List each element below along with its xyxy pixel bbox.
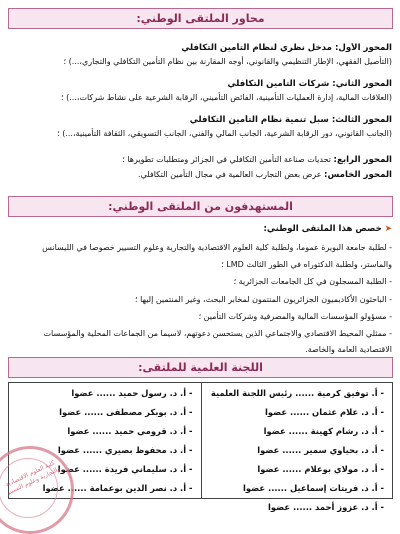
target-item: الاقتصادية العامة والخاصة. [305, 345, 392, 354]
target-item: والماستر، ولطلبة الدكتوراه في الطور الثالث LMD ؛ [221, 260, 392, 269]
committee-right-column [201, 383, 393, 512]
axis2-title: المحور الثاني: شركات التأمين التكافلي [227, 79, 392, 89]
committee-member: - أ. د. سليماني فريدة ...... عضوا [57, 463, 193, 474]
official-stamp-text: كلية العلوم الاقتصادية والتجارية وعلوم التسيير [4, 459, 62, 497]
committee-member: - أ. د. عزوز أحمد ...... عضوا [267, 501, 384, 512]
axis4-label: المحور الرابع: [333, 155, 392, 165]
target-item: - مسؤولو المؤسسات المالية والمصرفية وشركات التأمين ؛ [198, 312, 392, 321]
targets-intro-line [12, 224, 392, 235]
arrow-bullet-icon: ➤ [384, 224, 392, 234]
axis2-text: (العلاقات المالية، إدارة العمليات التأمينية، الفائض التأميني، الرقابة الشرعية على نشاط شركات،...) ؛ [61, 93, 392, 102]
target-item: - الباحثون الأكاديميون الجزائريون المنتمون لمخابر البحث، وغير المنتمين إليها ؛ [135, 295, 392, 304]
committee-member: - أ. د. نصر الدين بوعمامة ...... عضوا [42, 482, 193, 493]
target-item: - ممثلي المحيط الاقتصادي والاجتماعي الذين يستحسن دعوتهم، لاسيما من الجماعات المحلية والمؤسسات [43, 329, 392, 338]
axis4-line [12, 154, 392, 166]
committee-member: - أ. د. بوبكر مصطفى ...... عضوا [59, 406, 193, 417]
committee-section-title: اللجنة العلمية للملتقى: [138, 361, 263, 374]
axis5-text: عرض بعض التجارب العالمية في مجال التأمين التكافلي. [138, 170, 322, 179]
committee-member: - أ. د. بحياوي سمير ...... عضوا [257, 444, 384, 455]
targets-intro: خصص هذا الملتقى الوطني: [263, 224, 382, 234]
axis1-text: (التأصيل الفقهي، الإطار التنظيمي والقانوني، أوجه المقارنة بين نظام التأمين التكافلي والتجاري،...) ؛ [63, 57, 392, 66]
axes-section-title: محاور الملتقى الوطني: [136, 12, 265, 25]
targets-section-title: المستهدفون من الملتقى الوطني: [108, 200, 293, 213]
committee-member: - أ. د. رشام كهينة ...... عضوا [263, 425, 384, 436]
axis4-text: تحديات صناعة التأمين التكافلي في الجزائر ومتطلبات تطويرها ؛ [122, 155, 331, 164]
committee-member: - أ. توفيق كرمية ...... رئيس اللجنة العلمية [210, 387, 384, 398]
committee-member: - أ. د. رسول حميد ...... عضوا [71, 387, 193, 398]
committee-member: - أ. د. فريتات إسماعيل ...... عضوا [243, 482, 384, 493]
axis1-title: المحور الأول: مدخل نظري لنظام التأمين التكافلي [181, 43, 392, 53]
axis3-text: (الجانب القانوني، دور الرقابة الشرعية، الجانب المالي والفني، الجانب التسويقي، الثقافة التأمينية،...) ؛ [57, 129, 392, 138]
committee-member: - أ. د. محفوظ بصيري ...... عضوا [57, 444, 193, 455]
committee-member: - أ. د. مولاي بوعلام ...... عضوا [257, 463, 384, 474]
axis5-line [12, 169, 392, 181]
targets-section-banner [8, 196, 393, 217]
committee-member: - أ. د. قرومي حميد ...... عضوا [67, 425, 193, 436]
target-item: - الطلبة المسجلون في كل الجامعات الجزائرية ؛ [233, 277, 392, 286]
committee-section-banner [8, 357, 393, 378]
axis5-label: المحور الخامس: [324, 170, 392, 180]
target-item: - لطلبة جامعة البويرة عموما، ولطلبة كلية العلوم الاقتصادية والتجارية وعلوم التسيير خصوصا في الليسانس [42, 243, 392, 252]
committee-member: - أ. د. علام عثمان ...... عضوا [265, 406, 384, 417]
axis3-title: المحور الثالث: سبل تنمية نظام التأمين التكافلي [189, 115, 392, 125]
axes-section-banner [8, 8, 393, 29]
